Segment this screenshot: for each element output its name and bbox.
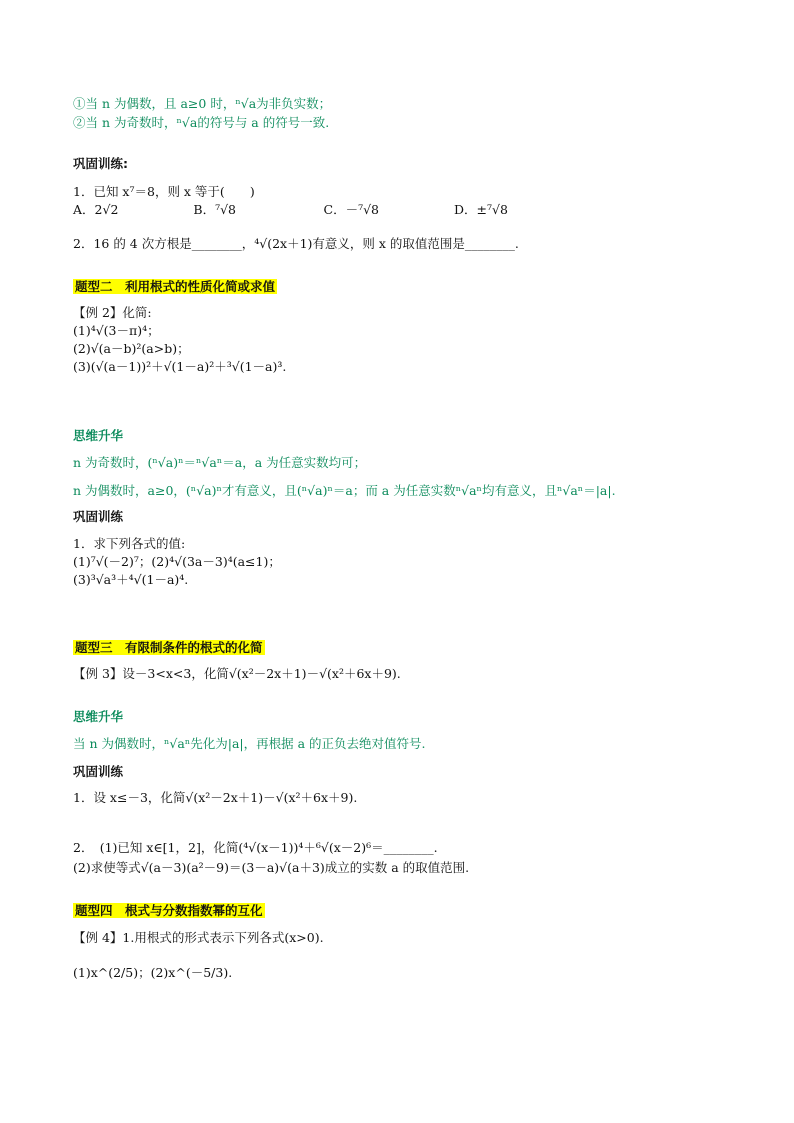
question-2-part-1: 2． (1)已知 x∈[1，2]，化简(⁴√(x－1))⁴＋⁶√(x－2)⁶＝________. (73, 840, 438, 855)
section-heading-text: 题型四 根式与分数指数幂的互化 (75, 903, 263, 918)
thinking-line-1: n 为奇数时，(ⁿ√a)ⁿ＝ⁿ√aⁿ＝a，a 为任意实数均可； (73, 455, 367, 470)
question-2: 2．16 的 4 次方根是________，⁴√(2x＋1)有意义，则 x 的取值范围是________. (73, 236, 519, 251)
section-heading (73, 279, 277, 295)
question-1: 1．设 x≤－3，化简√(x²－2x＋1)－√(x²＋6x＋9). (73, 790, 358, 805)
thinking-heading: 思维升华 (73, 428, 124, 443)
section-heading-text: 题型二 利用根式的性质化简或求值 (75, 279, 276, 294)
example-3: 【例 3】设－3<x<3，化简√(x²－2x＋1)－√(x²＋6x＋9). (73, 666, 401, 681)
thinking-heading: 思维升华 (73, 709, 124, 724)
note-line-1: ①当 n 为偶数，且 a≥0 时，ⁿ√a为非负实数； (73, 96, 332, 111)
practice-heading: 巩固训练 (73, 764, 124, 779)
question-1-options: A．2√2 B．⁷√8 C．－⁷√8 D．±⁷√8 (73, 202, 508, 217)
example-item-3: (3)(√(a－1))²＋√(1－a)²＋³√(1－a)³. (73, 359, 287, 374)
section-heading-text: 题型三 有限制条件的根式的化简 (75, 640, 263, 655)
practice-heading: 巩固训练 (73, 509, 124, 524)
section-heading (73, 640, 265, 656)
note-line-2: ②当 n 为奇数时，ⁿ√a的符号与 a 的符号一致. (73, 115, 330, 130)
thinking-line-1: 当 n 为偶数时，ⁿ√aⁿ先化为|a|，再根据 a 的正负去绝对值符号. (73, 736, 426, 751)
thinking-line-2: n 为偶数时，a≥0，(ⁿ√a)ⁿ才有意义，且(ⁿ√a)ⁿ＝a；而 a 为任意实数ⁿ√aⁿ均有意义，且ⁿ√aⁿ＝|a|. (73, 483, 616, 498)
example-4: 【例 4】1.用根式的形式表示下列各式(x>0). (73, 930, 324, 945)
question-2-part-2: (2)求使等式√(a－3)(a²－9)＝(3－a)√(a＋3)成立的实数 a 的取值范围. (73, 860, 470, 875)
question-1: 1．已知 x⁷＝8，则 x 等于( ) (73, 184, 255, 199)
example-title: 【例 2】化简: (73, 305, 152, 320)
practice-heading: 巩固训练: (73, 156, 128, 171)
section-heading (73, 903, 265, 919)
example-4-items: (1)x^(2/5)；(2)x^(－5/3). (73, 965, 233, 980)
question-1-item-1: (1)⁷√(－2)⁷；(2)⁴√(3a－3)⁴(a≤1)； (73, 554, 281, 569)
example-item-2: (2)√(a－b)²(a>b)； (73, 341, 190, 356)
question-1: 1．求下列各式的值: (73, 536, 186, 551)
question-1-item-2: (3)³√a³＋⁴√(1－a)⁴. (73, 572, 189, 587)
example-item-1: (1)⁴√(3－π)⁴； (73, 323, 160, 338)
